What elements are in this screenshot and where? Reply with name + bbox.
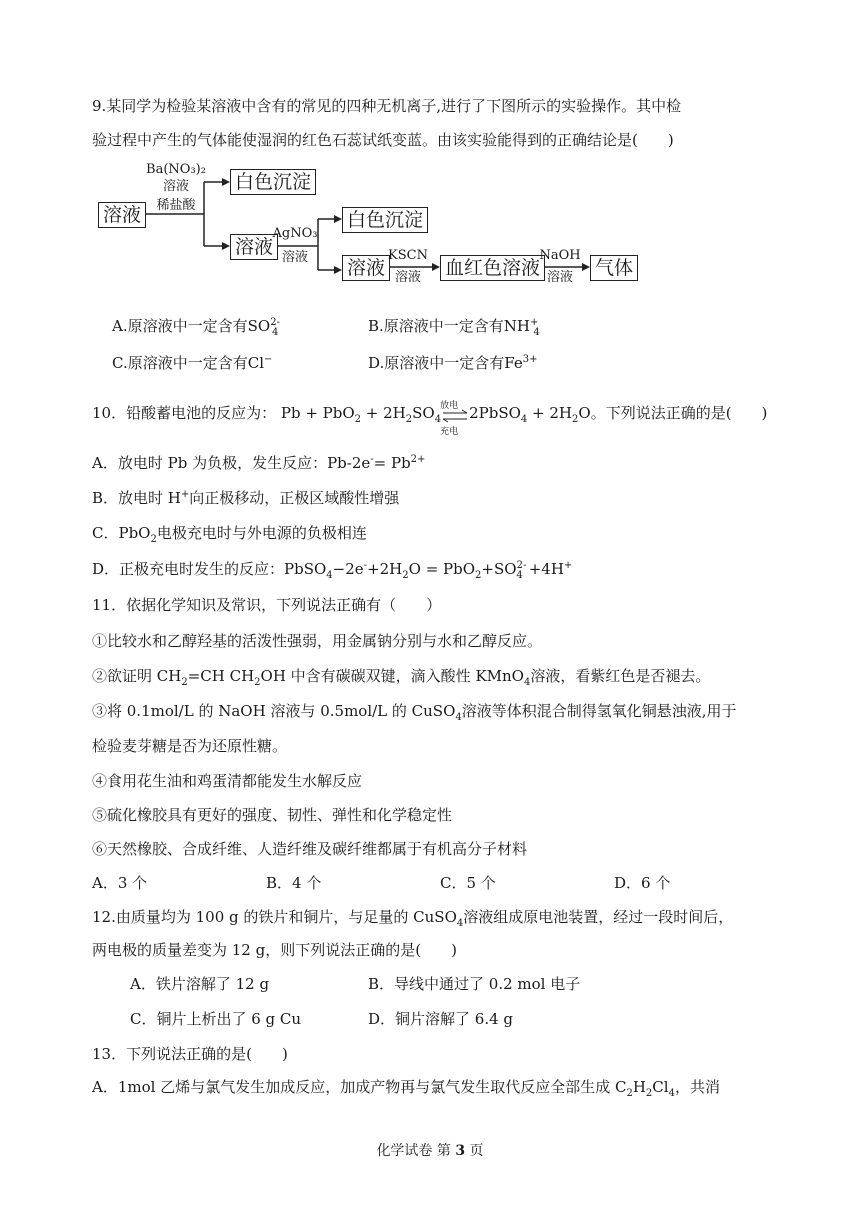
q10-option-c: C．PbO$_2$电极充电时与外电源的负极相连: [92, 524, 367, 545]
q9-stem-line1: 9.某同学为检验某溶液中含有的常见的四种无机离子,进行了下图所示的实验操作。其中检: [92, 97, 682, 115]
reagent1-bottom-label: 稀盐酸: [156, 198, 196, 213]
q12-option-a: A．铁片溶解了 12 g: [130, 975, 270, 993]
flow-box-white-precipitate-2: 白色沉淀: [342, 207, 428, 233]
q12-option-d: D．铜片溶解了 6.4 g: [368, 1010, 514, 1028]
q9-option-d: D.原溶液中一定含有$Fe^{3+}$: [368, 354, 538, 372]
q10-option-a: A．放电时 Pb 为负极，发生反应：$Pb-2e^-= Pb^{2+}$: [92, 454, 426, 472]
reagent3-top-label: KSCN: [388, 248, 428, 263]
q11-statement-1: ①比较水和乙醇羟基的活泼性强弱，用金属钠分别与水和乙醇反应。: [92, 632, 543, 650]
q11-option-a: A．3 个: [92, 874, 148, 892]
q12-option-c: C．铜片上析出了 6 g Cu: [130, 1010, 302, 1028]
page-number: 3: [455, 1143, 466, 1159]
q11-statement-6: ⑥天然橡胶、合成纤维、人造纤维及碳纤维都属于有机高分子材料: [92, 840, 528, 858]
q11-statement-5: ⑤硫化橡胶具有更好的强度、韧性、弹性和化学稳定性: [92, 806, 453, 824]
reagent1-top-label: Ba(NO₃)₂: [146, 162, 206, 177]
q13-stem: 13．下列说法正确的是( ): [92, 1045, 288, 1063]
reagent4-top-label: NaOH: [539, 248, 581, 263]
q11-option-b: B．4 个: [266, 874, 322, 892]
q10-option-d: D．正极充电时发生的反应：$PbSO_4-2e^-+2H_2O = PbO_2+SO^{2-}_4 +4H^+$: [92, 560, 573, 581]
q9-flow-diagram: [92, 162, 652, 292]
q10-stem: 10．铅酸蓄电池的反应为： $Pb + PbO_2 + 2H_2SO_4$ 放电 充电 2PbSO$_4$ + $2H_2O$。下列说法正确的是( ): [92, 401, 768, 437]
q11-statement-4: ④食用花生油和鸡蛋清都能发生水解反应: [92, 772, 363, 790]
q11-option-c: C．5 个: [440, 874, 496, 892]
q9-stem-line2: 验过程中产生的气体能使湿润的红色石蕊试纸变蓝。由该实验能得到的正确结论是( ): [92, 131, 674, 149]
reagent4-bottom-label: 溶液: [546, 270, 573, 285]
q9-option-b: B.原溶液中一定含有$NH^+_4$: [368, 317, 540, 338]
q12-option-b: B．导线中通过了 0.2 mol 电子: [368, 975, 581, 993]
reversible-arrow-icon: 放电 充电: [442, 407, 468, 421]
q12-stem-line1: 12.由质量均为 100 g 的铁片和铜片，与足量的 CuSO$_4$溶液组成原电池装置，经过一段时间后，: [92, 908, 734, 929]
reagent3-bottom-label: 溶液: [394, 270, 421, 285]
flow-box-white-precipitate-1: 白色沉淀: [230, 169, 316, 195]
flow-box-solution-3: 溶液: [342, 255, 390, 281]
flow-box-solution-2: 溶液: [230, 234, 278, 260]
q11-stem: 11．依据化学知识及常识，下列说法正确有（ ）: [92, 596, 442, 614]
flow-box-start-solution: 溶液: [98, 202, 146, 228]
flow-box-gas: 气体: [590, 255, 638, 281]
q11-statement-2: ②欲证明 $CH_2=CH$ $CH_2OH$ 中含有碳碳双键，滴入酸性 KMnO$_4$溶液，看紫红色是否褪去。: [92, 667, 711, 688]
q12-stem-line2: 两电极的质量差变为 12 g，则下列说法正确的是( ): [92, 941, 457, 959]
reagent1-mid-label: 溶液: [162, 179, 189, 194]
q9-option-c: C.原溶液中一定含有Cl−: [112, 354, 273, 372]
q13-option-a: A．1mol 乙烯与氯气发生加成反应，加成产物再与氯气发生取代反应全部生成 $C_2H_2Cl_4$，共消: [92, 1078, 720, 1099]
q11-statement-3-cont: 检验麦芽糖是否为还原性糖。: [92, 737, 288, 755]
q11-statement-3: ③将 0.1mol/L 的 NaOH 溶液与 0.5mol/L 的 CuSO$_4$溶液等体积混合制得氢氧化铜悬浊液,用于: [92, 702, 737, 723]
reagent2-top-label: AgNO₃: [272, 226, 318, 241]
q11-option-d: D．6 个: [614, 874, 671, 892]
q10-option-b: B．放电时 H+向正极移动，正极区域酸性增强: [92, 489, 400, 507]
q9-option-a: A.原溶液中一定含有$SO^{2-}_4$: [112, 317, 280, 338]
flow-box-blood-red-solution: 血红色溶液: [440, 255, 545, 281]
page-footer: 化学试卷 第 3 页: [376, 1143, 484, 1159]
reagent2-bottom-label: 溶液: [281, 250, 308, 265]
